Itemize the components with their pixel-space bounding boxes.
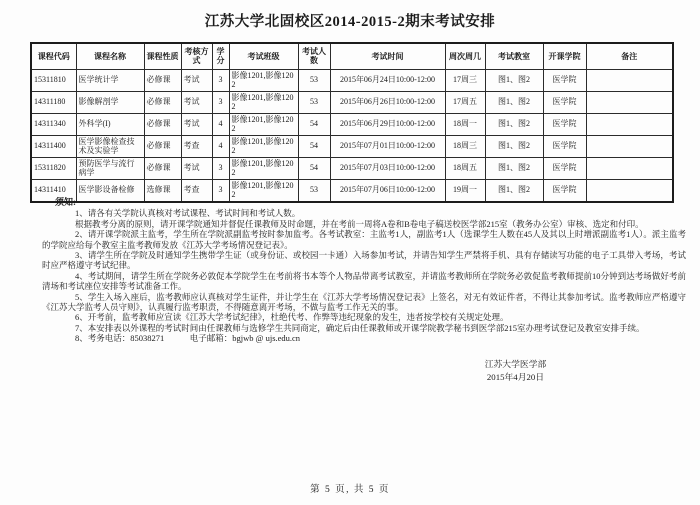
signature-block: [438, 358, 593, 384]
table-cell: 医学院: [543, 157, 586, 179]
table-header-row: [31, 43, 673, 69]
note-item: 3、请学生所在学院及时通知学生携带学生证（或身份证、或校园一卡通）入场参加考试，并请告知学生严禁将手机、具有存储读写功能的电子工具带入考场，考试时应严格遵守考试纪律。: [42, 250, 686, 271]
page-number: 第 5 页, 共 5 页: [310, 485, 390, 495]
table-cell: 影像1201,影像1202: [229, 69, 298, 91]
table-cell: 54: [298, 135, 330, 157]
table-cell: 考试: [181, 91, 212, 113]
notes-section: [0, 197, 700, 344]
note-item: 4、考试期间，请学生所在学院务必敦促本学院学生在考前将书本等个人物品带离考试教室，并请监考教师所在学院务必敦促监考教师提前10分钟到达考场做好考前清场和考试座位安排等考试准备工作。: [42, 270, 686, 292]
exam-schedule-table: [30, 42, 674, 203]
note-item: 1、请各有关学院认真核对考试课程、考试时间和考试人数。: [75, 208, 301, 219]
table-cell: 影像解剖学: [76, 91, 144, 113]
table-cell: 14311410: [31, 179, 76, 202]
note-item: 8、考务电话：85038271 电子邮箱：bgjwb @ ujs.edu.cn: [75, 333, 301, 344]
page-title: 江苏大学北固校区2014-2015-2期末考试安排: [204, 14, 496, 30]
table-cell: 4: [212, 135, 229, 157]
table-cell: 必修课: [144, 113, 181, 135]
table-cell: 54: [298, 113, 330, 135]
table-cell: 医学院: [543, 69, 586, 91]
table-cell: 医学院: [543, 135, 586, 157]
table-cell: 影像1201,影像1202: [229, 135, 298, 157]
table-cell: 2015年07月06日10:00-12:00: [330, 179, 445, 202]
column-header: 考试时间: [330, 43, 445, 69]
column-header: 课程性质: [144, 43, 181, 69]
column-header: 考试教室: [485, 43, 543, 69]
table-cell: 14311340: [31, 113, 76, 135]
table-cell: 影像1201,影像1202: [229, 113, 298, 135]
table-cell: 医学影像检查技术及实验学: [76, 135, 144, 157]
table-cell: 3: [212, 69, 229, 91]
table-cell: 影像1201,影像1202: [229, 179, 298, 202]
table-cell: [586, 69, 673, 91]
table-cell: 必修课: [144, 69, 181, 91]
signature-org: 江苏大学医学部: [484, 359, 547, 369]
table-cell: 15311810: [31, 69, 76, 91]
table-cell: 图1、图2: [485, 157, 543, 179]
column-header: 备注: [586, 43, 673, 69]
table-cell: 3: [212, 179, 229, 202]
table-cell: 医学院: [543, 113, 586, 135]
table-cell: 必修课: [144, 91, 181, 113]
table-cell: 外科学(I): [76, 113, 144, 135]
table-cell: 14311180: [31, 91, 76, 113]
table-cell: 3: [212, 91, 229, 113]
table-cell: 考查: [181, 135, 212, 157]
table-cell: 2015年07月03日10:00-12:00: [330, 157, 445, 179]
table-cell: 考查: [181, 179, 212, 202]
note-item: 2、请开课学院派主监考，学生所在学院派副监考按时参加监考。各考试教室：主监考1人，副监考1人（选课学生人数在45人及其以上时增派副监考1人）。派主监考的学院应给每个教室主监考教师发放《江苏大学考场情况登记表》。: [42, 229, 686, 250]
table-cell: 医学院: [543, 91, 586, 113]
table-cell: 选修课: [144, 179, 181, 202]
notes-list: [42, 208, 686, 343]
table-cell: 4: [212, 113, 229, 135]
table-cell: 考试: [181, 113, 212, 135]
table-cell: [586, 135, 673, 157]
column-header: 考核方式: [181, 43, 212, 69]
table-cell: 53: [298, 179, 330, 202]
table-cell: 图1、图2: [485, 113, 543, 135]
table-cell: 必修课: [144, 157, 181, 179]
note-item: 7、本安排表以外课程的考试时间由任课教师与选修学生共同商定，确定后由任课教师或开课学院教学秘书到医学部215室办理考试登记及教室安排手续。: [75, 322, 645, 333]
table-cell: [586, 91, 673, 113]
table-cell: 17周三: [445, 69, 485, 91]
column-header: 课程名称: [76, 43, 144, 69]
table-cell: 2015年06月29日10:00-12:00: [330, 113, 445, 135]
column-header: 考试班级: [229, 43, 298, 69]
table-cell: 考试: [181, 157, 212, 179]
table-cell: 2015年06月24日10:00-12:00: [330, 69, 445, 91]
table-row: [31, 113, 673, 135]
table-cell: 考试: [181, 69, 212, 91]
table-cell: 54: [298, 157, 330, 179]
table-cell: [586, 113, 673, 135]
table-cell: 3: [212, 157, 229, 179]
table-row: [31, 135, 673, 157]
table-cell: 2015年06月26日10:00-12:00: [330, 91, 445, 113]
column-header: 考试人数: [298, 43, 330, 69]
notes-heading: 须知:: [55, 197, 76, 207]
table-cell: 图1、图2: [485, 179, 543, 202]
table-cell: 图1、图2: [485, 91, 543, 113]
table-body: [31, 69, 673, 202]
table-cell: 医学影设备检修: [76, 179, 144, 202]
table-cell: 18周三: [445, 135, 485, 157]
table-cell: 医学统计学: [76, 69, 144, 91]
table-row: [31, 69, 673, 91]
table-cell: 19周一: [445, 179, 485, 202]
column-header: 开课学院: [543, 43, 586, 69]
signature-date: 2015年4月20日: [486, 372, 545, 382]
table-cell: 必修课: [144, 135, 181, 157]
table-cell: 2015年07月01日10:00-12:00: [330, 135, 445, 157]
table-cell: 图1、图2: [485, 69, 543, 91]
table-cell: 医学院: [543, 179, 586, 202]
table-cell: 53: [298, 91, 330, 113]
table-cell: 14311400: [31, 135, 76, 157]
table-cell: 图1、图2: [485, 135, 543, 157]
column-header: 学分: [212, 43, 229, 69]
column-header: 周次周几: [445, 43, 485, 69]
table-cell: [586, 157, 673, 179]
table-cell: 53: [298, 69, 330, 91]
note-item: 6、开考前，监考教师应宣读《江苏大学考试纪律》，杜绝代考、作弊等违纪现象的发生，违者按学校有关规定处理。: [75, 312, 509, 323]
table-cell: 18周五: [445, 157, 485, 179]
note-item: 5、学生入场入座后，监考教师应认真核对学生证件，并让学生在《江苏大学考场情况登记表》上签名，对无有效证件者，不得让其参加考试。监考教师应严格遵守《江苏大学监考人员守则》，认真履行监考职责，不得随意离开考场，不做与监考工作无关的事。: [42, 291, 686, 313]
table-header: [31, 43, 673, 69]
table-cell: 影像1201,影像1202: [229, 157, 298, 179]
table-cell: 预防医学与流行病学: [76, 157, 144, 179]
table-cell: 15311820: [31, 157, 76, 179]
table-row: [31, 157, 673, 179]
table-cell: 18周一: [445, 113, 485, 135]
table-cell: 17周五: [445, 91, 485, 113]
column-header: 课程代码: [31, 43, 76, 69]
table-cell: 影像1201,影像1202: [229, 91, 298, 113]
note-item: 根据教考分离的原则，请开课学院通知并督促任课教师及时命题，并在考前一周将A卷和B卷电子稿送校医学部215室（教务办公室）审核、选定和付印。: [75, 218, 644, 229]
table-row: [31, 91, 673, 113]
